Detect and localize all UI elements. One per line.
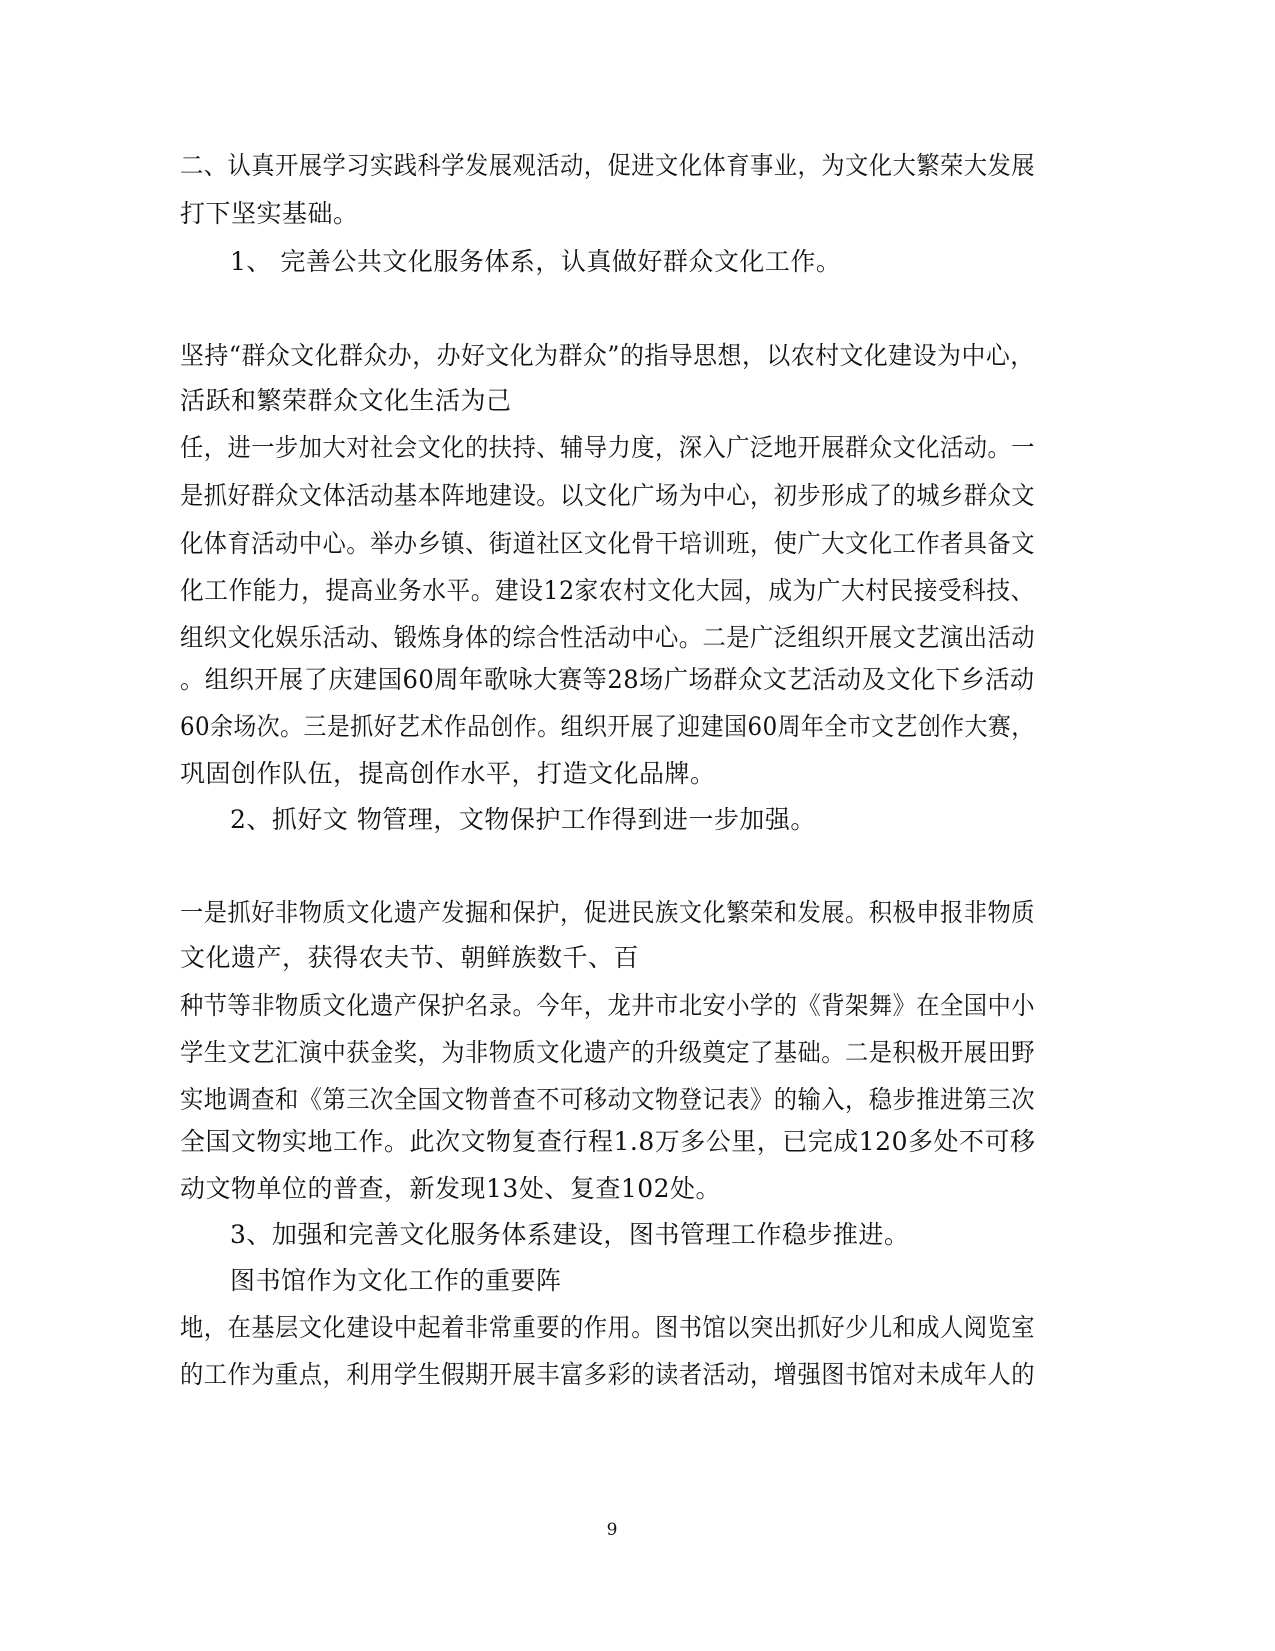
text-line: 全国文物实地工作。此次文物复查行程1.8万多公里，已完成120多处不可移 bbox=[180, 1127, 1036, 1156]
text-line: 图书馆作为文化工作的重要阵 bbox=[230, 1266, 562, 1295]
text-line: 任，进一步加大对社会文化的扶持、辅导力度，深入广泛地开展群众文化活动。一 bbox=[180, 433, 1036, 462]
text-line: 实地调查和《第三次全国文物普查不可移动文物登记表》的输入，稳步推进第三次 bbox=[180, 1085, 1036, 1114]
text-line: 学生文艺汇演中获金奖，为非物质文化遗产的升级奠定了基础。二是积极开展田野 bbox=[180, 1038, 1036, 1067]
text-line: 60余场次。三是抓好艺术作品创作。组织开展了迎建国60周年全市文艺创作大赛， bbox=[180, 712, 1035, 741]
text-line: 二、认真开展学习实践科学发展观活动，促进文化体育事业，为文化大繁荣大发展 bbox=[180, 151, 1036, 180]
list-heading-1: 1、 完善公共文化服务体系，认真做好群众文化工作。 bbox=[230, 247, 842, 276]
text-line: 坚持“群众文化群众办，办好文化为群众”的指导思想，以农村文化建设为中心， bbox=[180, 341, 1035, 370]
text-line: 打下坚实基础。 bbox=[180, 199, 359, 228]
text-line: 。组织开展了庆建国60周年歌咏大赛等28场广场群众文艺活动及文化下乡活动 bbox=[180, 665, 1035, 694]
text-line: 活跃和繁荣群众文化生活为己 bbox=[180, 386, 512, 415]
text-line: 化工作能力，提高业务水平。建设12家农村文化大园，成为广大村民接受科技、 bbox=[180, 576, 1035, 605]
text-line: 文化遗产，获得农夫节、朝鲜族数千、百 bbox=[180, 943, 640, 972]
text-line: 组织文化娱乐活动、锻炼身体的综合性活动中心。二是广泛组织开展文艺演出活动 bbox=[180, 623, 1036, 652]
text-line: 化体育活动中心。举办乡镇、街道社区文化骨干培训班，使广大文化工作者具备文 bbox=[180, 529, 1036, 558]
text-line: 动文物单位的普查，新发现13处、复查102处。 bbox=[180, 1174, 722, 1203]
list-heading-2: 2、抓好文 物管理，文物保护工作得到进一步加强。 bbox=[230, 805, 816, 834]
text-line: 的工作为重点，利用学生假期开展丰富多彩的读者活动，增强图书馆对未成年人的 bbox=[180, 1360, 1036, 1389]
text-line: 是抓好群众文体活动基本阵地建设。以文化广场为中心，初步形成了的城乡群众文 bbox=[180, 481, 1036, 510]
list-heading-3: 3、加强和完善文化服务体系建设，图书管理工作稳步推进。 bbox=[230, 1220, 910, 1249]
text-line: 一是抓好非物质文化遗产发掘和保护，促进民族文化繁荣和发展。积极申报非物质 bbox=[180, 898, 1036, 927]
text-line: 地，在基层文化建设中起着非常重要的作用。图书馆以突出抓好少儿和成人阅览室 bbox=[180, 1313, 1036, 1342]
page-number: 9 bbox=[606, 1520, 618, 1540]
text-line: 巩固创作队伍，提高创作水平，打造文化品牌。 bbox=[180, 759, 716, 788]
text-line: 种节等非物质文化遗产保护名录。今年，龙井市北安小学的《背架舞》在全国中小 bbox=[180, 991, 1036, 1020]
